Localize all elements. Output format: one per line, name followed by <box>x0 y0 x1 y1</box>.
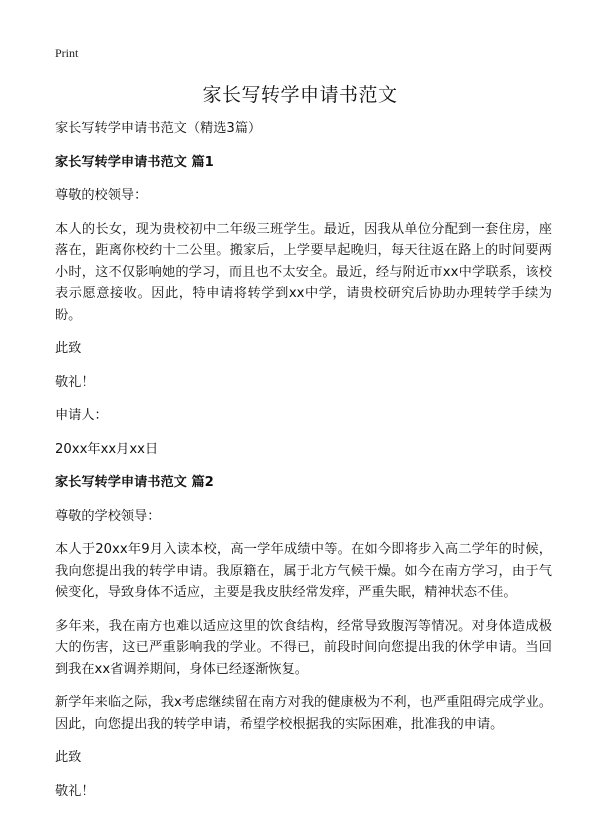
section-1-paragraph-1: 本人的长女，现为贵校初中二年级三班学生。最近，因我从单位分配到一套住房，座落在，距离你校约十二公里。搬家后，上学要早起晚归，每天往返在路上的时间要两小时，这不仅影响她的学习，而且也不太安全。最近，经与附近市xx中学联系，该校表示愿意接收。因此，特申请将转学到xx中学，请贵校研究后协助办理转学手续为盼。 <box>55 221 552 323</box>
section-1-applicant: 申请人： <box>55 408 108 423</box>
section-2-paragraph-2: 多年来，我在南方也难以适应这里的饮食结构，经常导致腹泻等情况。对身体造成极大的伤害，这已严重影响我的学业。不得已，前段时间向您提出我的休学申请。当回到我在xx省调养期间，身体已经逐渐恢复。 <box>55 618 552 677</box>
section-2-closing: 此致 <box>55 750 82 765</box>
section-2-paragraph-1: 本人于20xx年9月入读本校，高一学年成绩中等。在如今即将步入高二学年的时候，我向您提出我的转学申请。我原籍在，属于北方气候干燥。如今在南方学习，由于气候变化，导致身体不适应，主要是我皮肤经常发痒，严重失眠，精神状态不佳。 <box>55 542 552 600</box>
section-1-salutation: 尊敬的校领导： <box>55 188 148 203</box>
section-2-salutation: 尊敬的学校领导： <box>55 508 161 524</box>
section-1-regards: 敬礼！ <box>55 374 95 390</box>
section-1-date: 20xx年xx月xx日 <box>55 441 159 457</box>
section-2-heading: 家长写转学申请书范文 篇2 <box>55 475 214 490</box>
section-1-heading: 家长写转学申请书范文 篇1 <box>55 154 214 170</box>
print-link[interactable]: Print <box>55 46 79 60</box>
section-1-closing: 此致 <box>55 341 82 356</box>
section-2-paragraph-3: 新学年来临之际，我x考虑继续留在南方对我的健康极为不利，也严重阻碍完成学业。因此，向您提出我的转学申请，希望学校根据我的实际困难，批准我的申请。 <box>55 695 552 732</box>
section-2-regards: 敬礼！ <box>55 783 95 799</box>
page-title: 家长写转学申请书范文 <box>202 84 398 106</box>
document-body <box>55 118 552 814</box>
intro-line: 家长写转学申请书范文（精选3篇） <box>55 121 262 136</box>
